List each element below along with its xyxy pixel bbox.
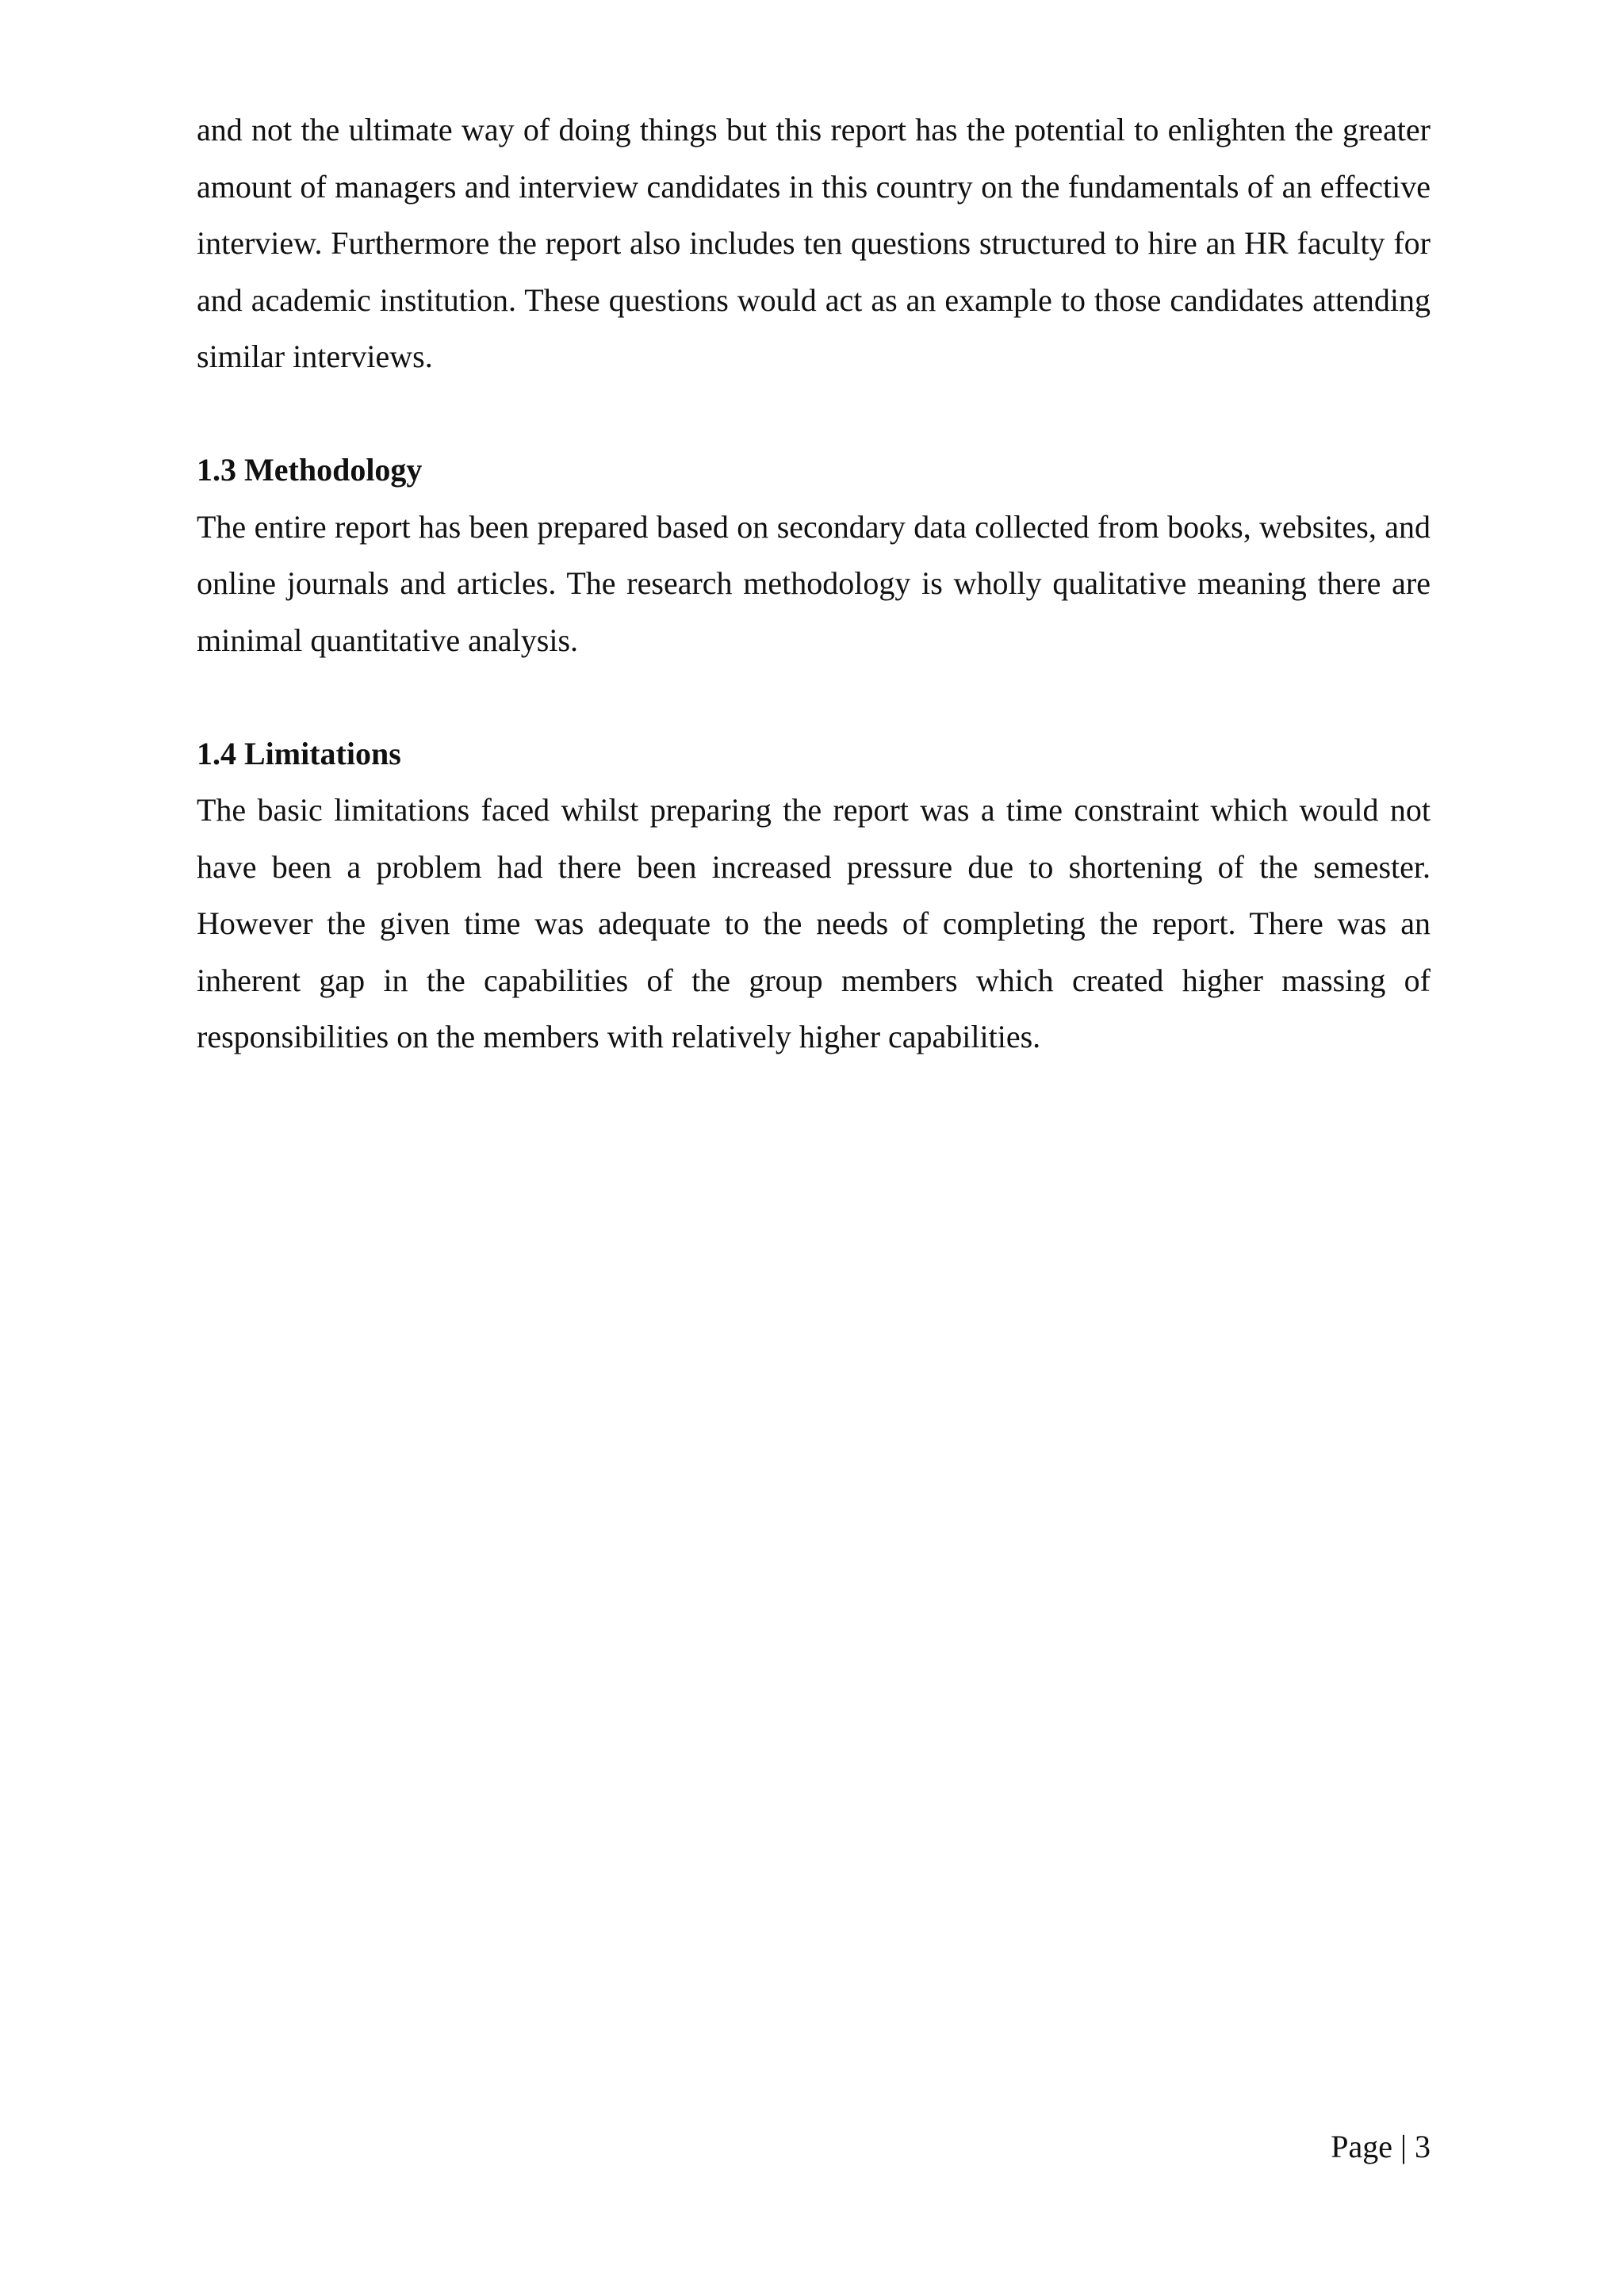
page-number: Page | 3: [1331, 2129, 1431, 2164]
limitations-paragraph: The basic limitations faced whilst preparing the report was a time constraint which would not have been a problem had there been increased pressure due to shortening of the semester. However the given time was adequate to the needs of completing the report. There was an inherent gap in the capabilities of the group members which created higher massing of responsibilities on the members with relatively higher capabilities.: [197, 792, 1431, 1054]
document-page: [197, 101, 1431, 1066]
section-spacer: [197, 385, 1431, 442]
methodology-heading: 1.3 Methodology: [197, 452, 423, 488]
methodology-paragraph: The entire report has been prepared based on secondary data collected from books, websites, and online journals and articles. The research methodology is wholly qualitative meaning there are minimal quantitative analysis.: [197, 508, 1431, 658]
intro-paragraph: and not the ultimate way of doing things but this report has the potential to enlighten the greater amount of managers and interview candidates in this country on the fundamentals of an effective interview. Furthermore the report also includes ten questions structured to hire an HR faculty for and academic institution. These questions would act as an example to those candidates attending similar interviews.: [197, 112, 1431, 374]
limitations-heading: 1.4 Limitations: [197, 735, 401, 771]
section-spacer: [197, 668, 1431, 725]
